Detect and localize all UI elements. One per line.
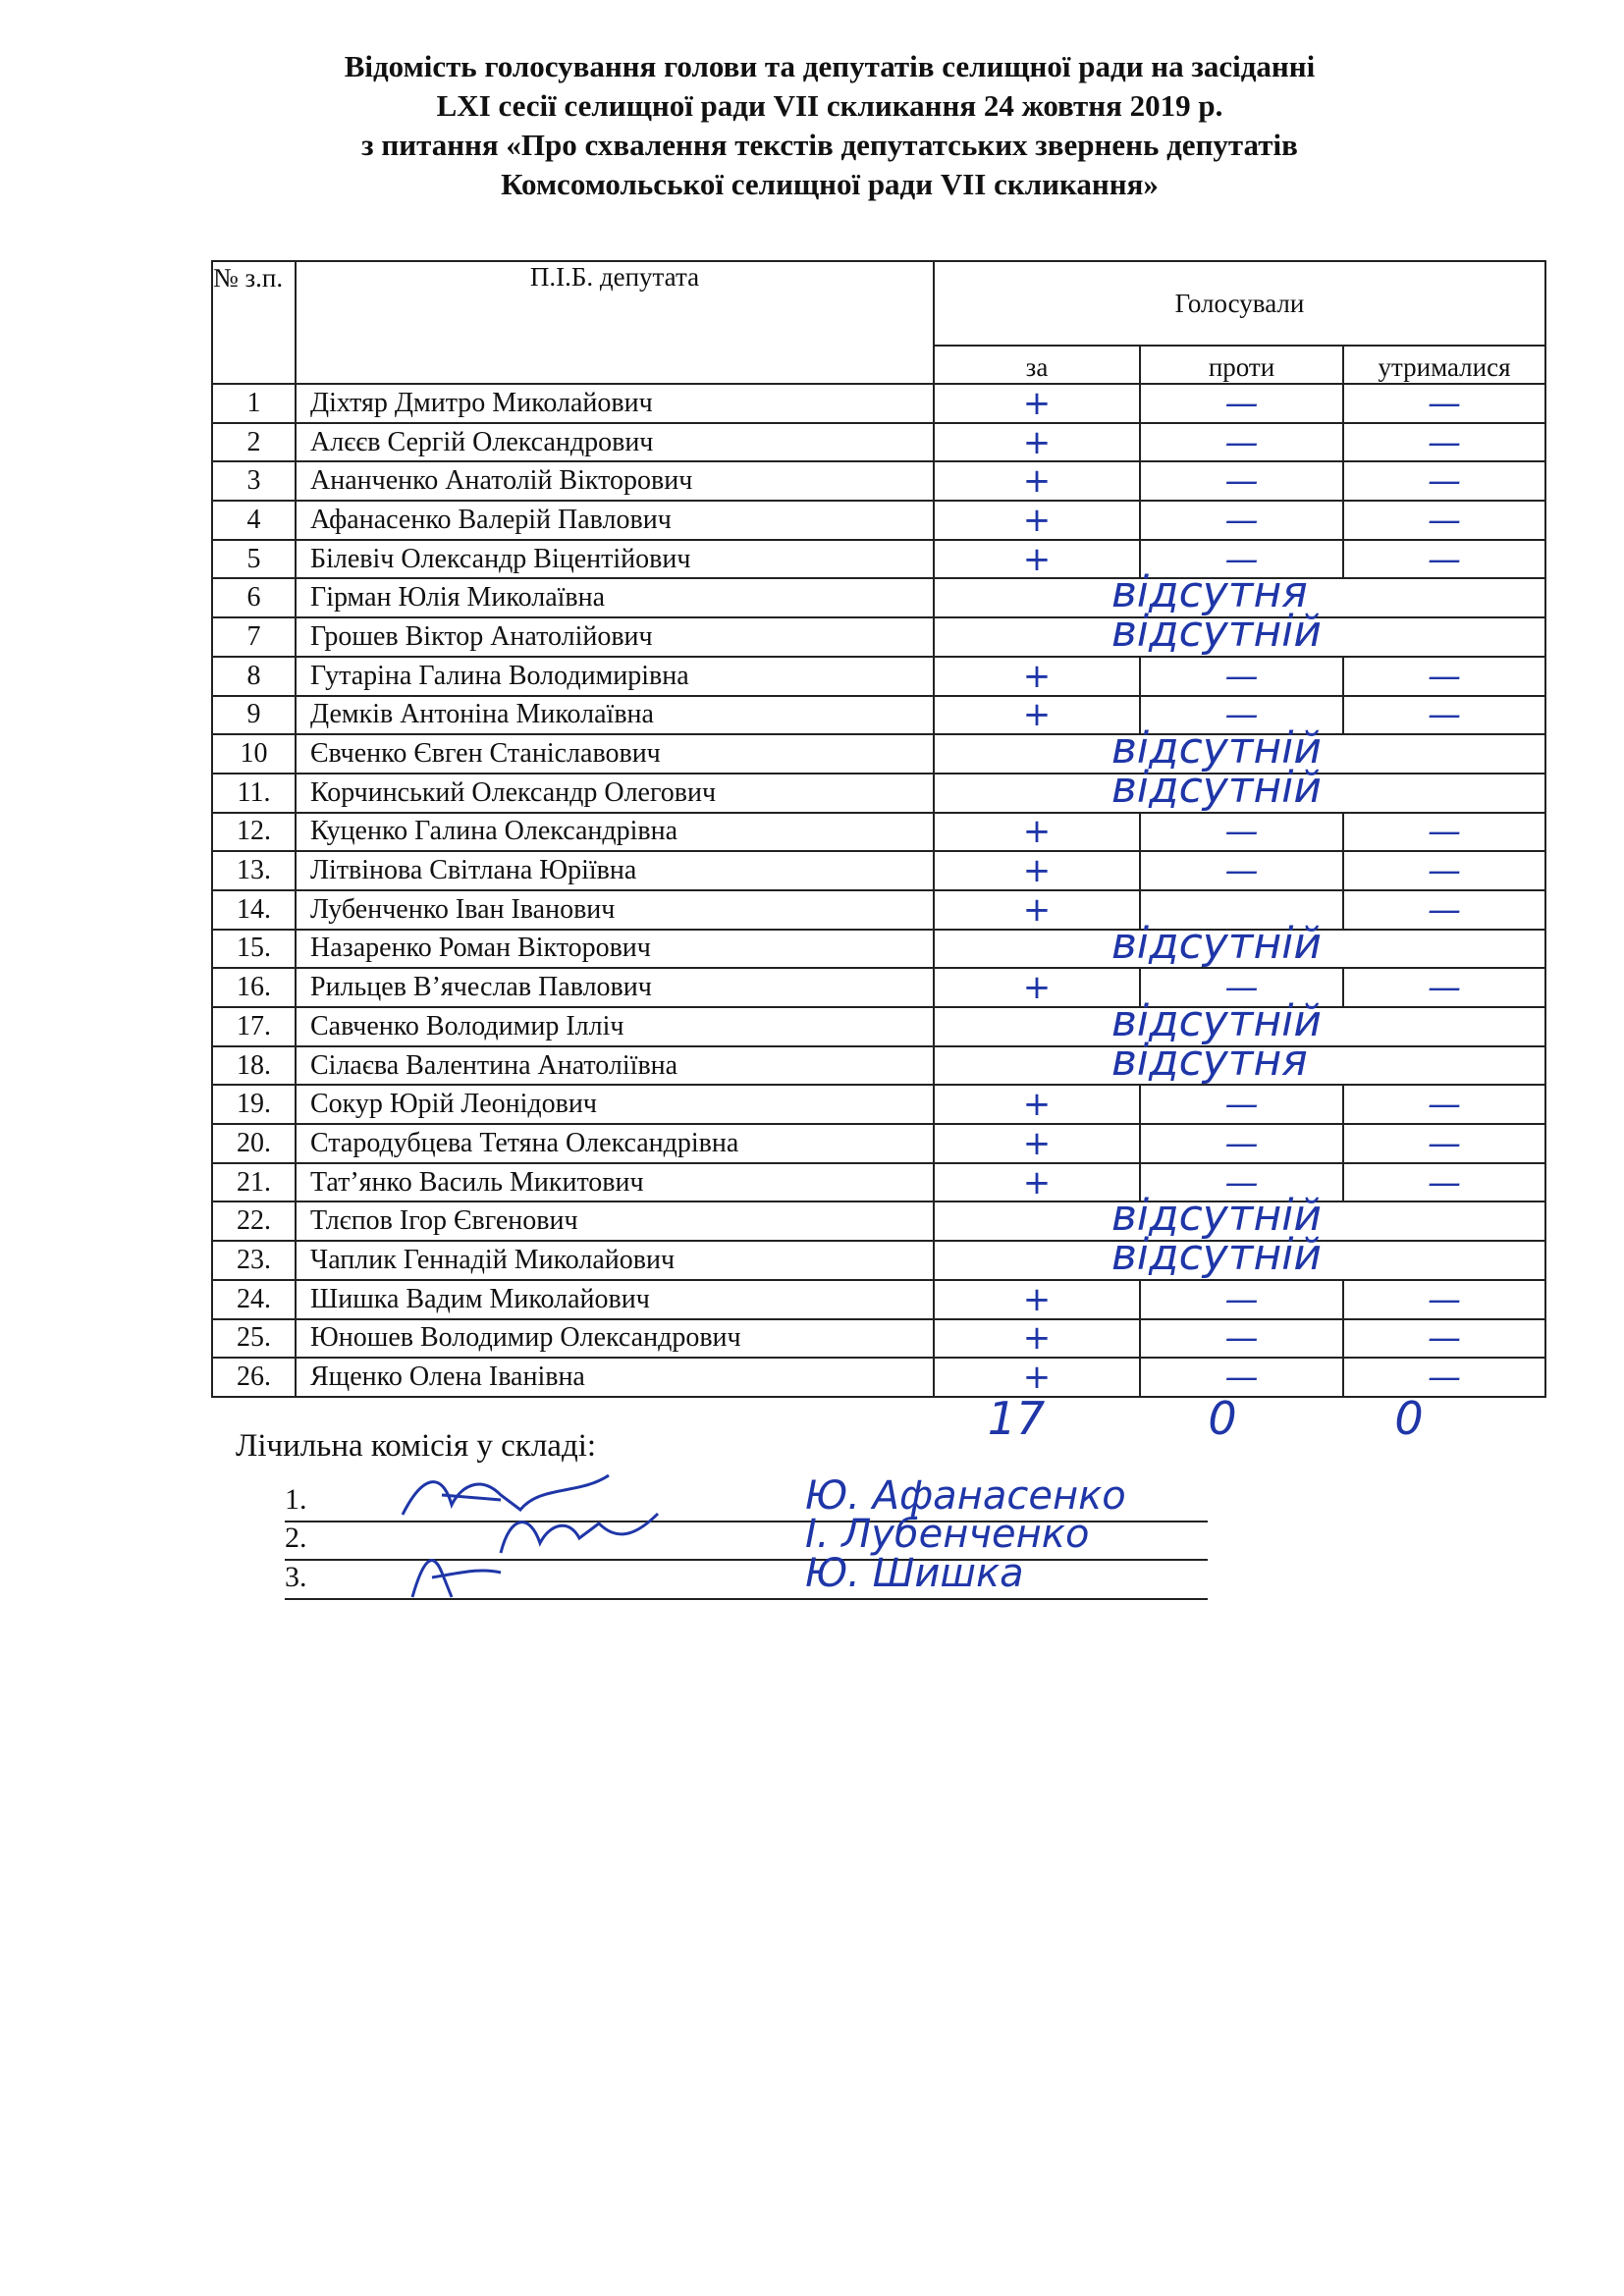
vote-against: — bbox=[1140, 696, 1343, 735]
absence-note bbox=[934, 607, 1545, 658]
member-number: 1. bbox=[285, 1483, 307, 1516]
row-number: 9 bbox=[212, 696, 296, 735]
vote-against: — bbox=[1140, 384, 1343, 423]
vote-against: — bbox=[1140, 968, 1343, 1007]
member-number: 2. bbox=[285, 1522, 307, 1554]
deputy-name: Сілаєва Валентина Анатоліївна bbox=[296, 1046, 934, 1086]
col-header-against: проти bbox=[1140, 346, 1343, 384]
title-line-1: Відомість голосування голови та депутатів селищної ради на засіданні bbox=[344, 49, 1316, 83]
col-header-num: № з.п. bbox=[212, 261, 296, 384]
vote-for: + bbox=[934, 696, 1140, 735]
deputy-name: Шишка Вадим Миколайович bbox=[296, 1280, 934, 1319]
vote-for: + bbox=[934, 461, 1140, 501]
row-number: 16. bbox=[212, 968, 296, 1007]
table-row bbox=[212, 930, 1545, 969]
member-number: 3. bbox=[285, 1561, 307, 1593]
vote-against: — bbox=[1140, 501, 1343, 540]
row-number: 21. bbox=[212, 1163, 296, 1202]
deputy-name: Білевіч Олександр Віцентійович bbox=[296, 540, 934, 579]
row-number: 1 bbox=[212, 384, 296, 423]
absence-note bbox=[934, 1230, 1545, 1281]
vote-abstain: — bbox=[1343, 890, 1545, 930]
row-number: 25. bbox=[212, 1319, 296, 1359]
absent-mark: відсутня bbox=[1111, 567, 1308, 618]
vote-abstain: — bbox=[1343, 384, 1545, 423]
row-number: 12. bbox=[212, 813, 296, 852]
vote-for: + bbox=[934, 1085, 1140, 1124]
table-row bbox=[212, 696, 1545, 735]
row-number: 13. bbox=[212, 851, 296, 890]
signature-3 bbox=[383, 1543, 677, 1602]
row-number: 17. bbox=[212, 1007, 296, 1046]
absent-mark: відсутній bbox=[1111, 996, 1323, 1046]
vote-for: + bbox=[934, 384, 1140, 423]
deputy-name: Юношев Володимир Олександрович bbox=[296, 1319, 934, 1359]
document-title bbox=[196, 47, 1463, 204]
deputy-name: Рильцев В’ячеслав Павлович bbox=[296, 968, 934, 1007]
vote-against: — bbox=[1140, 1319, 1343, 1359]
deputy-name: Алєєв Сергій Олександрович bbox=[296, 423, 934, 462]
vote-against: — bbox=[1140, 851, 1343, 890]
vote-abstain: — bbox=[1343, 540, 1545, 579]
table-row bbox=[212, 1319, 1545, 1359]
row-number: 5 bbox=[212, 540, 296, 579]
vote-abstain: — bbox=[1343, 1280, 1545, 1319]
title-line-2: LXI сесії селищної ради VII скликання 24 жовтня 2019 р. bbox=[436, 88, 1223, 123]
row-number: 26. bbox=[212, 1358, 296, 1397]
table-row bbox=[212, 1124, 1545, 1163]
vote-abstain: — bbox=[1343, 1319, 1545, 1359]
row-number: 20. bbox=[212, 1124, 296, 1163]
col-header-for: за bbox=[934, 346, 1140, 384]
vote-abstain: — bbox=[1343, 1085, 1545, 1124]
absent-mark: відсутня bbox=[1111, 1035, 1308, 1086]
deputy-name: Корчинський Олександр Олегович bbox=[296, 774, 934, 813]
vote-for: + bbox=[934, 1358, 1140, 1397]
row-number: 14. bbox=[212, 890, 296, 930]
table-row bbox=[212, 617, 1545, 657]
title-line-3: з питання «Про схвалення текстів депутатських звернень депутатів bbox=[361, 128, 1298, 162]
col-header-voted: Голосували bbox=[934, 261, 1545, 346]
deputy-name: Чаплик Геннадій Миколайович bbox=[296, 1241, 934, 1280]
vote-abstain: — bbox=[1343, 461, 1545, 501]
vote-against: — bbox=[1140, 657, 1343, 696]
member-name: І. Лубенченко bbox=[805, 1512, 1090, 1557]
table-row bbox=[212, 813, 1545, 852]
deputy-name: Тат’янко Василь Микитович bbox=[296, 1163, 934, 1202]
total-abstain: 0 bbox=[1394, 1392, 1424, 1445]
vote-for: + bbox=[934, 423, 1140, 462]
member-name: Ю. Шишка bbox=[805, 1551, 1024, 1596]
table-row bbox=[212, 423, 1545, 462]
table-row bbox=[212, 1007, 1545, 1046]
vote-for: + bbox=[934, 813, 1140, 852]
vote-against: — bbox=[1140, 1085, 1343, 1124]
voting-table bbox=[211, 260, 1546, 1398]
table-row bbox=[212, 540, 1545, 579]
row-number: 7 bbox=[212, 617, 296, 657]
table-row bbox=[212, 968, 1545, 1007]
table-row bbox=[212, 1085, 1545, 1124]
deputy-name: Назаренко Роман Вікторович bbox=[296, 930, 934, 969]
row-number: 23. bbox=[212, 1241, 296, 1280]
row-number: 2 bbox=[212, 423, 296, 462]
vote-against: — bbox=[1140, 1280, 1343, 1319]
table-row bbox=[212, 1280, 1545, 1319]
table-row bbox=[212, 1201, 1545, 1241]
col-header-name: П.І.Б. депутата bbox=[296, 261, 934, 384]
row-number: 10 bbox=[212, 734, 296, 774]
row-number: 22. bbox=[212, 1201, 296, 1241]
deputy-name: Лубенченко Іван Іванович bbox=[296, 890, 934, 930]
table-row bbox=[212, 734, 1545, 774]
deputy-name: Ананченко Анатолій Вікторович bbox=[296, 461, 934, 501]
deputy-name: Афанасенко Валерій Павлович bbox=[296, 501, 934, 540]
table-row bbox=[212, 774, 1545, 813]
table-row bbox=[212, 1241, 1545, 1280]
vote-abstain: — bbox=[1343, 1163, 1545, 1202]
vote-against: — bbox=[1140, 423, 1343, 462]
deputy-name: Гутаріна Галина Володимирівна bbox=[296, 657, 934, 696]
table-row bbox=[212, 384, 1545, 423]
vote-for: + bbox=[934, 657, 1140, 696]
deputy-name: Демків Антоніна Миколаївна bbox=[296, 696, 934, 735]
commission-label: Лічильна комісія у складі: bbox=[236, 1428, 597, 1464]
table-row bbox=[212, 461, 1545, 501]
total-for: 17 bbox=[987, 1392, 1046, 1445]
commission-member-3 bbox=[285, 1553, 1208, 1600]
row-number: 4 bbox=[212, 501, 296, 540]
col-header-abstain: утрималися bbox=[1343, 346, 1545, 384]
vote-abstain: — bbox=[1343, 1124, 1545, 1163]
deputy-name: Гірман Юлія Миколаївна bbox=[296, 578, 934, 617]
table-row bbox=[212, 1358, 1545, 1397]
vote-abstain: — bbox=[1343, 968, 1545, 1007]
vote-against: — bbox=[1140, 540, 1343, 579]
vote-against: — bbox=[1140, 1124, 1343, 1163]
member-name: Ю. Афанасенко bbox=[805, 1473, 1126, 1519]
vote-abstain: — bbox=[1343, 657, 1545, 696]
table-row bbox=[212, 851, 1545, 890]
absence-note bbox=[934, 762, 1545, 813]
vote-against: — bbox=[1140, 461, 1343, 501]
vote-for: + bbox=[934, 968, 1140, 1007]
absent-mark: відсутній bbox=[1111, 918, 1323, 969]
vote-for: + bbox=[934, 1124, 1140, 1163]
deputy-name: Діхтяр Дмитро Миколайович bbox=[296, 384, 934, 423]
vote-abstain: — bbox=[1343, 423, 1545, 462]
absent-mark: відсутній bbox=[1111, 723, 1323, 774]
vote-abstain: — bbox=[1343, 696, 1545, 735]
deputy-name: Куценко Галина Олександрівна bbox=[296, 813, 934, 852]
row-number: 24. bbox=[212, 1280, 296, 1319]
absence-note bbox=[934, 1035, 1545, 1086]
absent-mark: відсутній bbox=[1111, 1230, 1323, 1281]
vote-for: + bbox=[934, 1280, 1140, 1319]
table-row bbox=[212, 578, 1545, 617]
row-number: 15. bbox=[212, 930, 296, 969]
deputy-name: Ященко Олена Іванівна bbox=[296, 1358, 934, 1397]
vote-against: — bbox=[1140, 1358, 1343, 1397]
row-number: 6 bbox=[212, 578, 296, 617]
deputy-name: Євченко Євген Станіславович bbox=[296, 734, 934, 774]
table-row bbox=[212, 1163, 1545, 1202]
table-row bbox=[212, 501, 1545, 540]
title-line-4: Комсомольської селищної ради VII скликання» bbox=[501, 167, 1159, 201]
row-number: 18. bbox=[212, 1046, 296, 1086]
absence-note bbox=[934, 918, 1545, 969]
row-number: 19. bbox=[212, 1085, 296, 1124]
table-row bbox=[212, 890, 1545, 930]
vote-abstain: — bbox=[1343, 813, 1545, 852]
row-number: 8 bbox=[212, 657, 296, 696]
deputy-name: Савченко Володимир Ілліч bbox=[296, 1007, 934, 1046]
table-row bbox=[212, 1046, 1545, 1086]
total-against: 0 bbox=[1208, 1392, 1237, 1445]
row-number: 3 bbox=[212, 461, 296, 501]
deputy-name: Сокур Юрій Леонідович bbox=[296, 1085, 934, 1124]
deputy-name: Тлєпов Ігор Євгенович bbox=[296, 1201, 934, 1241]
deputy-name: Стародубцева Тетяна Олександрівна bbox=[296, 1124, 934, 1163]
absent-mark: відсутній bbox=[1111, 762, 1323, 813]
deputy-name: Літвінова Світлана Юріївна bbox=[296, 851, 934, 890]
vote-for: + bbox=[934, 1163, 1140, 1202]
vote-against: — bbox=[1140, 813, 1343, 852]
vote-for: + bbox=[934, 501, 1140, 540]
vote-for: + bbox=[934, 851, 1140, 890]
vote-for: + bbox=[934, 1319, 1140, 1359]
table-body bbox=[212, 384, 1545, 1397]
vote-for: + bbox=[934, 890, 1140, 930]
vote-against: — bbox=[1140, 1163, 1343, 1202]
vote-abstain: — bbox=[1343, 1358, 1545, 1397]
absent-mark: відсутній bbox=[1111, 1191, 1323, 1242]
row-number: 11. bbox=[212, 774, 296, 813]
absent-mark: відсутній bbox=[1111, 607, 1323, 658]
table-row bbox=[212, 657, 1545, 696]
vote-abstain: — bbox=[1343, 501, 1545, 540]
vote-for: + bbox=[934, 540, 1140, 579]
deputy-name: Грошев Віктор Анатолійович bbox=[296, 617, 934, 657]
vote-abstain: — bbox=[1343, 851, 1545, 890]
